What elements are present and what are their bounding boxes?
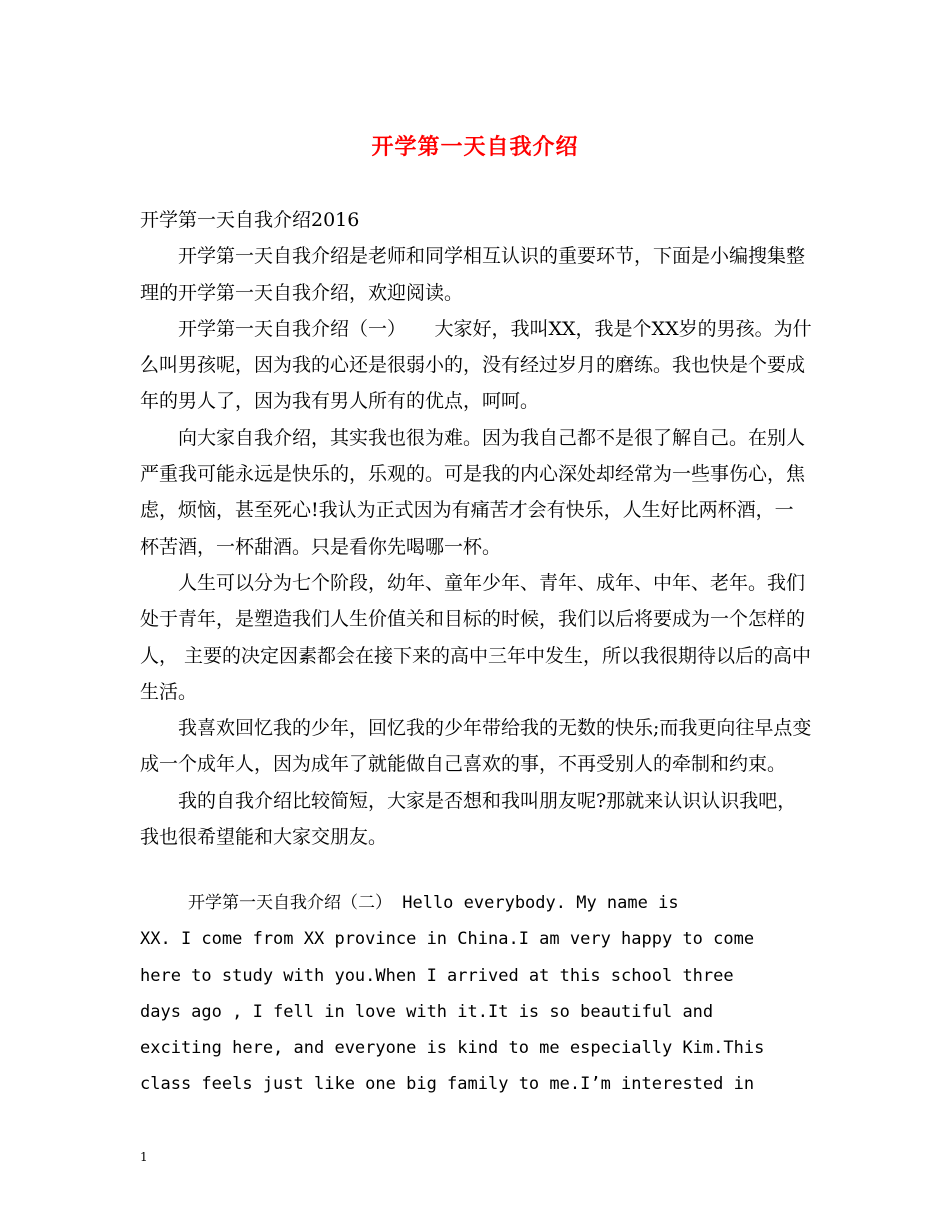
paragraph-friends: 我的自我介绍比较简短，大家是否想和我叫朋友呢?那就来认识认识我吧，我也很希望能和大家交朋友。 [140, 789, 797, 849]
english-line: here to study with you.When I arrived at this school three [140, 965, 734, 986]
paragraph-part-one: 开学第一天自我介绍（一） 大家好，我叫XX，我是个XX岁的男孩。为什么叫男孩呢，因为我的心还是很弱小的，没有经过岁月的磨练。我也快是个要成年的男人了，因为我有男人所有的优点，呵呵。 [140, 317, 812, 413]
paragraph-memories: 我喜欢回忆我的少年，回忆我的少年带给我的无数的快乐;而我更向往早点变成一个成年人，因为成年了就能做自己喜欢的事，不再受别人的牵制和约束。 [140, 717, 812, 776]
english-line: 开学第一天自我介绍（二） Hello everybody. My name is [188, 893, 679, 913]
paragraph-intro: 开学第一天自我介绍是老师和同学相互认识的重要环节，下面是小编搜集整理的开学第一天自我介绍，欢迎阅读。 [140, 245, 806, 304]
english-line: XX. I come from XX province in China.I am very happy to come [140, 929, 755, 950]
document-body [140, 202, 812, 855]
page-number: 1 [140, 1150, 148, 1164]
english-line: exciting here, and everyone is kind to me especially Kim.This [140, 1038, 765, 1059]
document-title: 开学第一天自我介绍 [371, 134, 579, 160]
english-line: class feels just like one big family to me.I’m interested in [140, 1074, 755, 1095]
english-section [140, 885, 812, 1103]
paragraph-life-stages: 人生可以分为七个阶段，幼年、童年少年、青年、成年、中年、老年。我们处于青年，是塑造我们人生价值关和目标的时候，我们以后将要成为一个怎样的人， 主要的决定因素都会在接下来的高中三年中发生，所以我很期待以后的高中生活。 [140, 571, 812, 703]
paragraph-introduce-self: 向大家自我介绍，其实我也很为难。因为我自己都不是很了解自己。在别人严重我可能永远是快乐的，乐观的。可是我的内心深处却经常为一些事伤心，焦虑，烦恼，甚至死心!我认为正式因为有痛苦才会有快乐，人生好比两杯酒，一杯苦酒，一杯甜酒。只是看你先喝哪一杯。 [140, 426, 806, 558]
document-subtitle: 开学第一天自我介绍2016 [140, 209, 360, 231]
english-line: days ago , I fell in love with it.It is so beautiful and [140, 1001, 714, 1022]
